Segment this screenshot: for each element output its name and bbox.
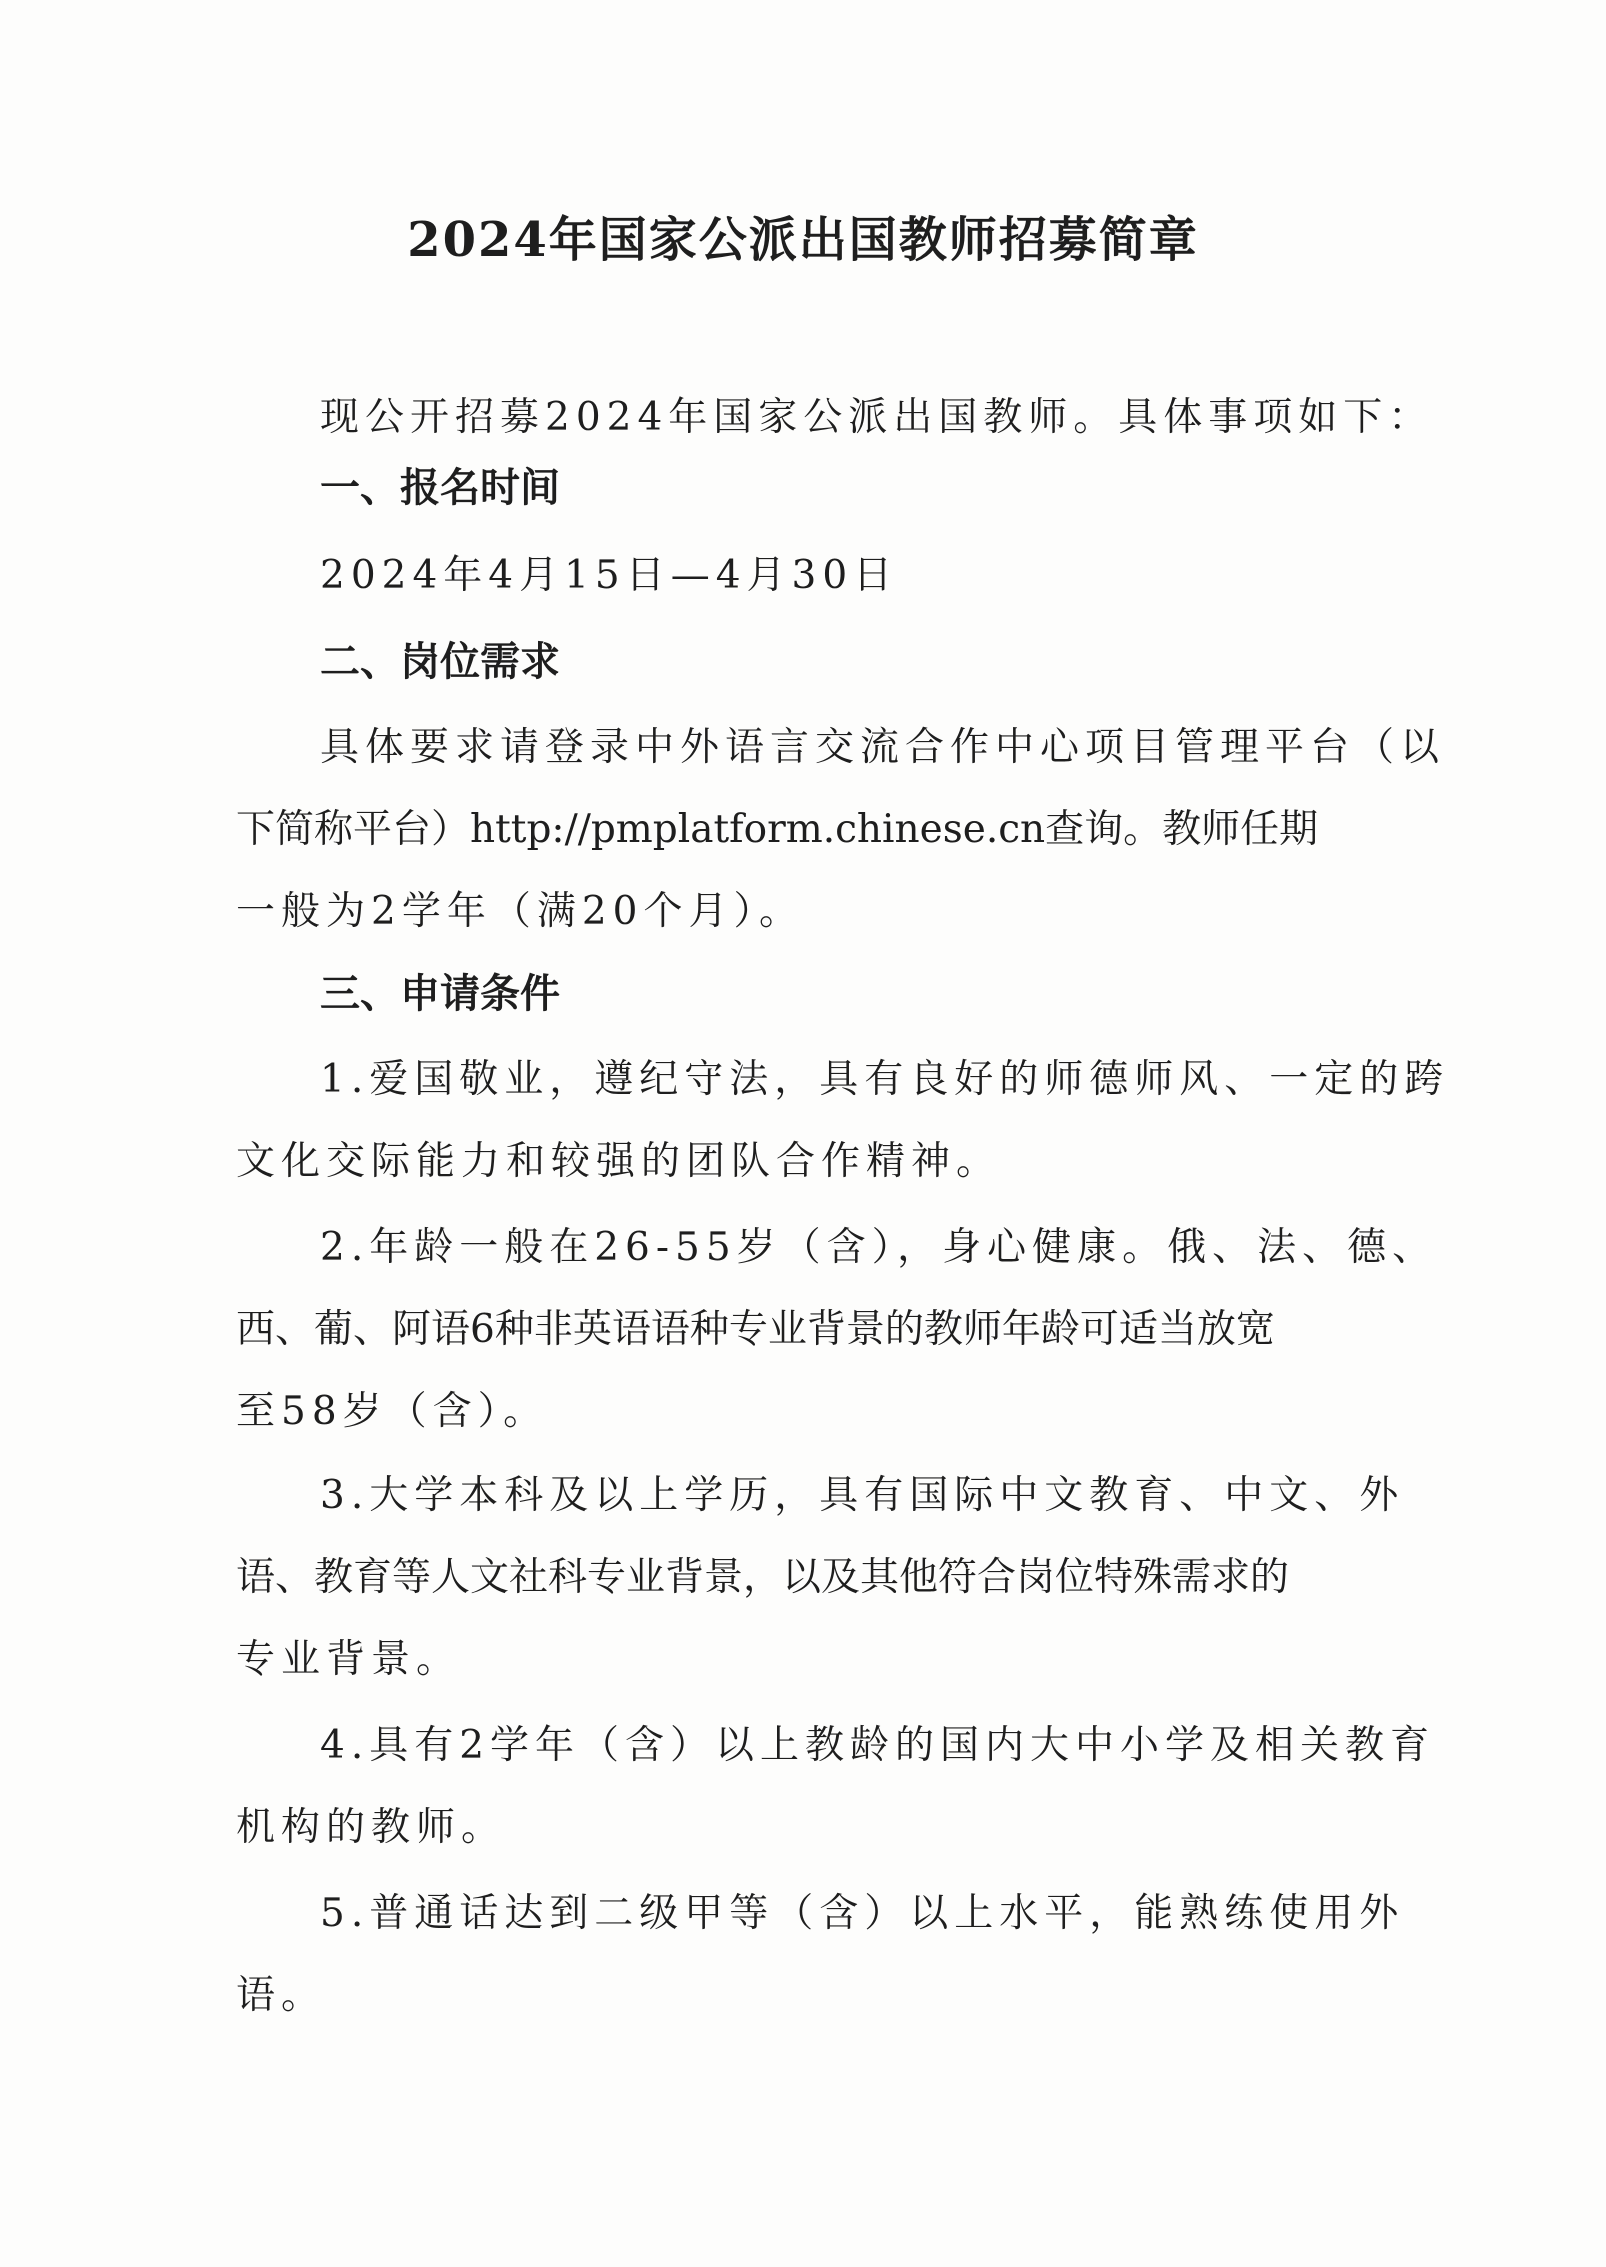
position-requirements-line: 一般为2学年（满20个月）。 xyxy=(236,889,804,934)
condition-item-line: 语。 xyxy=(236,1973,327,2018)
condition-item-line: 至58岁（含）。 xyxy=(236,1389,549,1434)
condition-item-line: 1.爱国敬业，遵纪守法，具有良好的师德师风、一定的跨 xyxy=(320,1057,1450,1102)
condition-item-line: 西、葡、阿语6种非英语语种专业背景的教师年龄可适当放宽 xyxy=(236,1307,1275,1352)
condition-item-line: 3.大学本科及以上学历，具有国际中文教育、中文、外 xyxy=(320,1473,1405,1518)
condition-item-line: 2.年龄一般在26-55岁（含），身心健康。俄、法、德、 xyxy=(320,1225,1438,1270)
position-requirements-line: 具体要求请登录中外语言交流合作中心项目管理平台（以 xyxy=(320,725,1446,770)
condition-item-line: 文化交际能力和较强的团队合作精神。 xyxy=(236,1139,1002,1184)
condition-item-line: 5.普通话达到二级甲等（含）以上水平，能熟练使用外 xyxy=(320,1891,1405,1936)
condition-item-line: 机构的教师。 xyxy=(236,1805,507,1850)
section-heading-application-conditions: 三、申请条件 xyxy=(320,971,560,1017)
document-title: 2024年国家公派出国教师招募简章 xyxy=(407,212,1199,268)
condition-item-line: 专业背景。 xyxy=(236,1637,462,1682)
condition-item-line: 4.具有2学年（含）以上教龄的国内大中小学及相关教育 xyxy=(320,1723,1436,1768)
section-heading-registration-time: 一、报名时间 xyxy=(320,465,560,511)
registration-dates: 2024年4月15日—4月30日 xyxy=(320,553,899,598)
condition-item-line: 语、教育等人文社科专业背景，以及其他符合岗位特殊需求的 xyxy=(236,1555,1290,1600)
position-requirements-line: 下简称平台）http://pmplatform.chinese.cn查询。教师任期 xyxy=(236,807,1319,852)
intro-paragraph: 现公开招募2024年国家公派出国教师。具体事项如下： xyxy=(320,395,1434,440)
section-heading-position-requirements: 二、岗位需求 xyxy=(320,639,560,685)
